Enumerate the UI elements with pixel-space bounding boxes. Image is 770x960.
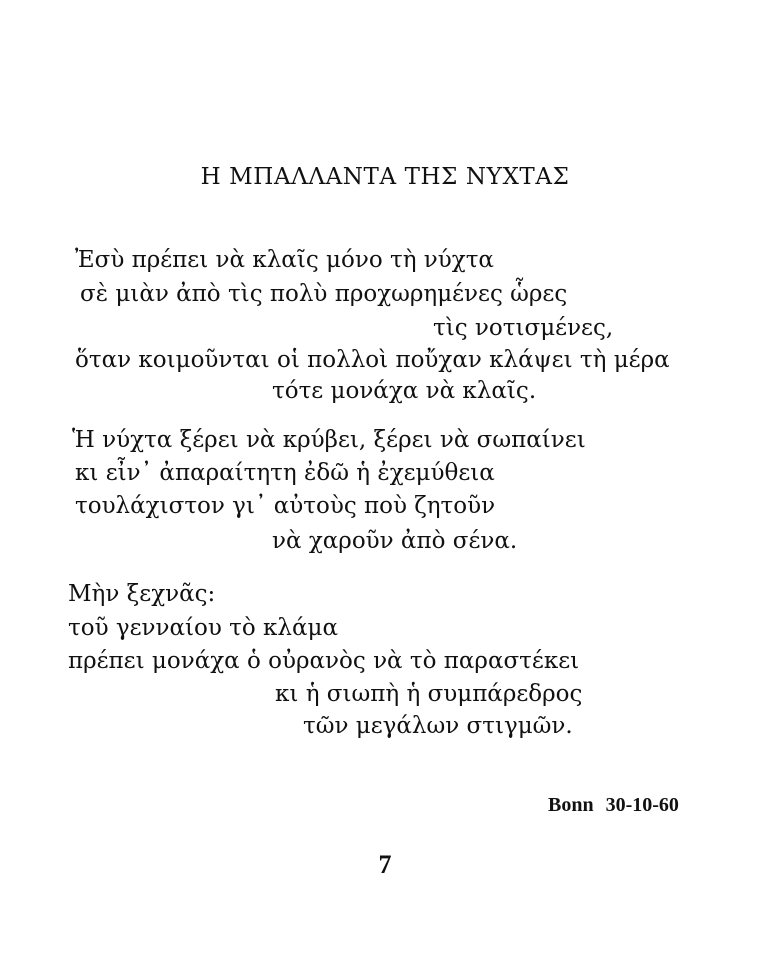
stanza2-line2: κι εἶν᾽ ἀπαραίτητη ἐδῶ ἡ ἐχεμύθεια	[75, 460, 495, 486]
poem-title: Η ΜΠΑΛΛΑΝΤΑ ΤΗΣ ΝΥΧΤΑΣ	[200, 164, 570, 190]
stanza1-line3: τὶς νοτισμένες,	[433, 315, 614, 341]
stanza3-line4: κι ἡ σιωπὴ ἡ συμπάρεδρος	[275, 681, 583, 707]
stanza2-line3: τουλάχιστον γι᾽ αὐτοὺς ποὺ ζητοῦν	[75, 493, 496, 519]
stanza3-line3: πρέπει μονάχα ὁ οὐρανὸς νὰ τὸ παραστέκει	[68, 648, 580, 674]
stanza1-line4: ὅταν κοιμοῦνται οἱ πολλοὶ ποὔχαν κλάψει τὴ μέρα	[75, 347, 670, 373]
stanza1-line2: σὲ μιὰν ἀπὸ τὶς πολὺ προχωρημένες ὧρες	[80, 281, 568, 307]
signature-date: 30-10-60	[605, 794, 679, 816]
stanza3-line2: τοῦ γενναίου τὸ κλάμα	[68, 615, 339, 641]
page-number: 7	[378, 850, 392, 879]
stanza2-line4: νὰ χαροῦν ἀπὸ σένα.	[272, 528, 518, 554]
stanza1-line5: τότε μονάχα νὰ κλαῖς.	[272, 378, 537, 404]
stanza2-line1: Ἡ νύχτα ξέρει νὰ κρύβει, ξέρει νὰ σωπαίνει	[72, 427, 586, 453]
signature-place: Bonn	[548, 794, 594, 816]
place-date-signature	[548, 794, 679, 817]
stanza3-line5: τῶν μεγάλων στιγμῶν.	[303, 713, 573, 739]
stanza1-line1: Ἐσὺ πρέπει νὰ κλαῖς μόνο τὴ νύχτα	[75, 247, 494, 273]
stanza3-line1: Μὴν ξεχνᾶς:	[68, 581, 216, 607]
